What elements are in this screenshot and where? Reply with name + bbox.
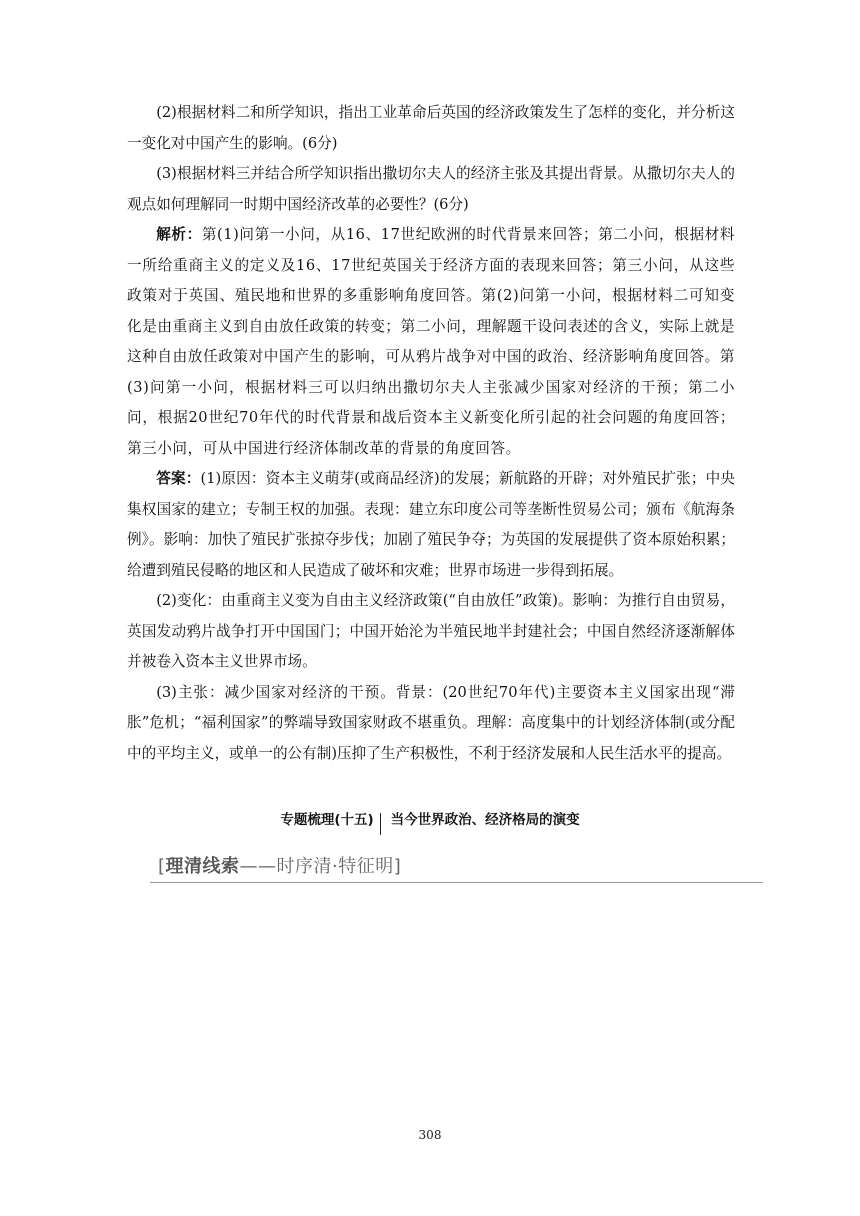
section-underline: [150, 882, 763, 883]
answer-part-2: (2)变化：由重商主义变为自由主义经济政策(“自由放任”政策)。影响：为推行自由贸易，英国发动鸦片战争打开中国国门；中国开始沦为半殖民地半封建社会；中国自然经济逐渐解体并被卷入资本主义世界市场。: [127, 592, 735, 670]
question-3: (3)根据材料三并结合所学知识指出撒切尔夫人的经济主张及其提出背景。从撒切尔夫人的观点如何理解同一时期中国经济改革的必要性？(6分): [127, 165, 735, 213]
topic-label: 专题梳理(十五): [280, 812, 374, 828]
answer-part-1-text: (1)原因：资本主义萌芽(或商品经济)的发展；新航路的开辟；对外殖民扩张；中央集权国家的建立；专制王权的加强。表现：建立东印度公司等垄断性贸易公司；颁布《航海条例》。影响：加快了殖民扩张掠夺步伐；加剧了殖民争夺；为英国的发展提供了资本原始积累；给遭到殖民侵略的地区和人民造成了破坏和灾难；世界市场进一步得到拓展。: [127, 470, 735, 579]
answer-part-1: [127, 464, 735, 586]
answer-part-3: (3)主张：减少国家对经济的干预。背景：(20世纪70年代)主要资本主义国家出现“滞胀”危机；“福利国家”的弊端导致国家财政不堪重负。理解：高度集中的计划经济体制(或分配中的平均主义，或单一的公有制)压抑了生产积极性，不利于经济发展和人民生活水平的提高。: [127, 683, 735, 762]
analysis-label: 解析：: [156, 226, 202, 243]
section-open-bracket: [: [158, 856, 166, 877]
analysis-text: 第(1)问第一小问，从16、17世纪欧洲的时代背景来回答；第二小问，根据材料一所给重商主义的定义及16、17世纪英国关于经济方面的表现来回答；第三小问，从这些政策对于英国、殖民地和世界的多重影响角度回答。第(2)问第一小问，根据材料二可知变化是由重商主义到自由放任政策的转变；第二小问，理解题干设问表述的含义，实际上就是这种自由放任政策对中国产生的影响，可从鸦片战争对中国的政治、经济影响角度回答。第(3)问第一小问，根据材料三可以归纳出撒切尔夫人主张减少国家对经济的干预；第二小问，根据20世纪70年代的时代背景和战后资本主义新变化所引起的社会问题的角度回答；第三小问，可从中国进行经济体制改革的背景的角度回答。: [127, 226, 735, 457]
page-number: 308: [418, 1128, 442, 1142]
question-2: (2)根据材料二和所学知识，指出工业革命后英国的经济政策发生了怎样的变化，并分析这一变化对中国产生的影响。(6分): [127, 104, 735, 152]
section-heading-bold: 理清线索: [165, 856, 240, 877]
analysis-paragraph: [127, 220, 735, 464]
topic-separator: [380, 813, 381, 835]
section-heading: [158, 852, 401, 878]
section-heading-rest: ——时序清·特征明: [239, 856, 394, 877]
topic-title: 当今世界政治、经济格局的演变: [390, 812, 580, 828]
page-content: [127, 98, 735, 769]
answer-label: 答案：: [156, 470, 201, 487]
topic-heading: [0, 808, 860, 831]
section-close-bracket: ]: [393, 856, 402, 877]
